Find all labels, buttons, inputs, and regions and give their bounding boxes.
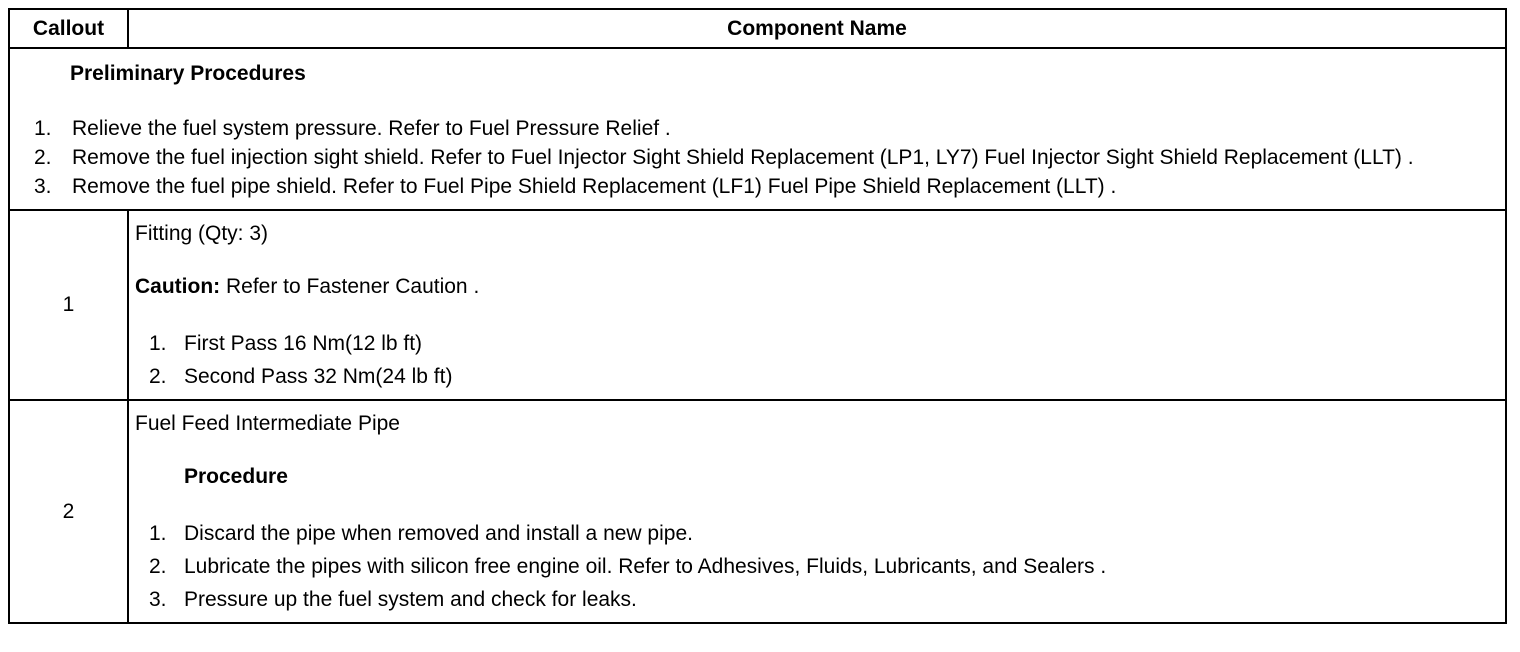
step-text: Lubricate the pipes with silicon free engine oil. Refer to Adhesives, Fluids, Lubricants, and Sealers .	[184, 555, 1107, 578]
component-detail-cell	[128, 210, 1506, 400]
step-number: 2.	[34, 146, 52, 169]
step-number: 1.	[149, 522, 167, 545]
table-header-row	[9, 9, 1506, 48]
caution-label: Caution:	[135, 275, 221, 298]
list-item	[18, 172, 1505, 201]
caution-text: Refer to Fastener Caution .	[220, 275, 480, 298]
step-text: First Pass 16 Nm(12 lb ft)	[184, 332, 423, 355]
step-text: Remove the fuel pipe shield. Refer to Fuel Pipe Shield Replacement (LF1) Fuel Pipe Shield Replacement (LLT) .	[72, 175, 1117, 198]
preliminary-procedures-cell	[9, 48, 1506, 210]
preliminary-steps-list	[18, 114, 1505, 201]
list-item	[135, 550, 1497, 583]
procedure-heading: Procedure	[184, 465, 288, 488]
preliminary-procedures-row	[9, 48, 1506, 210]
list-item	[135, 327, 1497, 360]
step-number: 2.	[149, 365, 167, 388]
table-row	[9, 400, 1506, 623]
table-row	[9, 210, 1506, 400]
procedure-table	[8, 8, 1507, 624]
list-item	[135, 517, 1497, 550]
step-number: 3.	[34, 175, 52, 198]
step-text: Pressure up the fuel system and check for leaks.	[184, 588, 637, 611]
step-number: 2.	[149, 555, 167, 578]
step-number: 1.	[34, 117, 52, 140]
torque-steps-list	[135, 327, 1497, 393]
caution-note	[135, 274, 1497, 300]
step-text: Remove the fuel injection sight shield. Refer to Fuel Injector Sight Shield Replacement (LP1, LY7) Fuel Injector Sight Shield Replacement (LLT) .	[72, 146, 1414, 169]
step-text: Discard the pipe when removed and install a new pipe.	[184, 522, 693, 545]
list-item	[18, 114, 1505, 143]
list-item	[135, 360, 1497, 393]
step-text: Second Pass 32 Nm(24 lb ft)	[184, 365, 453, 388]
list-item	[18, 143, 1505, 172]
list-item	[135, 583, 1497, 616]
step-text: Relieve the fuel system pressure. Refer to Fuel Pressure Relief .	[72, 117, 671, 140]
step-number: 3.	[149, 588, 167, 611]
callout-number: 1	[9, 210, 128, 400]
callout-column-header: Callout	[9, 9, 128, 48]
component-detail-cell	[128, 400, 1506, 623]
component-name: Fuel Feed Intermediate Pipe	[135, 412, 400, 435]
component-name-column-header: Component Name	[128, 9, 1506, 48]
procedure-steps-list	[135, 517, 1497, 616]
component-name: Fitting (Qty: 3)	[135, 222, 269, 245]
callout-number: 2	[9, 400, 128, 623]
preliminary-procedures-heading: Preliminary Procedures	[70, 62, 306, 85]
step-number: 1.	[149, 332, 167, 355]
